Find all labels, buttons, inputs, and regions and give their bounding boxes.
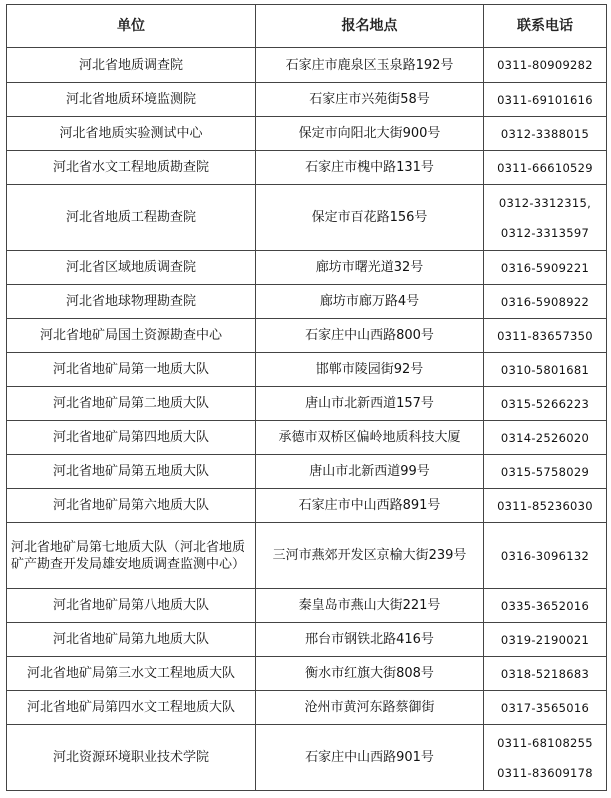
unit-cell: 河北省地矿局第四水文工程地质大队: [7, 691, 256, 725]
address-cell: 三河市燕郊开发区京榆大街239号: [256, 523, 484, 589]
header-row: [7, 5, 607, 48]
table-row: [7, 251, 607, 285]
phone-cell: [484, 285, 607, 319]
phone-number: 0311-80909282: [497, 58, 593, 72]
phone-cell: [484, 251, 607, 285]
phone-cell: [484, 489, 607, 523]
table-row: [7, 48, 607, 83]
unit-cell: 河北省地质工程勘查院: [7, 185, 256, 251]
table-row: [7, 151, 607, 185]
unit-cell: 河北省地球物理勘查院: [7, 285, 256, 319]
address-cell: 廊坊市曙光道32号: [256, 251, 484, 285]
unit-cell: 河北省地矿局第七地质大队（河北省地质矿产勘查开发局雄安地质调查监测中心）: [7, 523, 256, 589]
table-row: [7, 725, 607, 791]
table-row: [7, 523, 607, 589]
phone-number: 0310-5801681: [500, 362, 590, 377]
address-cell: 秦皇岛市燕山大街221号: [256, 589, 484, 623]
unit-cell: 河北省地矿局第三水文工程地质大队: [7, 657, 256, 691]
phone-number: 0311-83609178: [497, 765, 593, 780]
address-cell: 石家庄中山西路901号: [256, 725, 484, 791]
phone-number: 0315-5758029: [500, 464, 590, 479]
phone-cell: [484, 319, 607, 353]
unit-cell: 河北省地矿局国土资源勘查中心: [7, 319, 256, 353]
address-cell: 沧州市黄河东路蔡御街: [256, 691, 484, 725]
unit-cell: 河北省地矿局第五地质大队: [7, 455, 256, 489]
table-row: [7, 387, 607, 421]
table-row: [7, 83, 607, 117]
unit-cell: 河北省地矿局第四地质大队: [7, 421, 256, 455]
table-row: [7, 691, 607, 725]
phone-number: 0312-3312315,: [498, 195, 592, 210]
phone-cell: [484, 421, 607, 455]
phone-cell: [484, 83, 607, 117]
phone-cell: [484, 455, 607, 489]
phone-number: 0316-5908922: [500, 294, 590, 309]
phone-number: 0318-5218683: [500, 666, 590, 681]
table-row: [7, 117, 607, 151]
phone-number: 0319-2190021: [500, 632, 590, 647]
phone-cell: [484, 151, 607, 185]
unit-cell: 河北资源环境职业技术学院: [7, 725, 256, 791]
unit-cell: 河北省地矿局第一地质大队: [7, 353, 256, 387]
address-cell: 廊坊市廊万路4号: [256, 285, 484, 319]
address-cell: 承德市双桥区偏岭地质科技大厦: [256, 421, 484, 455]
address-cell: 衡水市红旗大街808号: [256, 657, 484, 691]
phone-cell: [484, 725, 607, 791]
address-cell: 石家庄市鹿泉区玉泉路192号: [256, 48, 484, 83]
unit-cell: 河北省地矿局第六地质大队: [7, 489, 256, 523]
phone-number: 0316-3096132: [500, 548, 590, 563]
unit-cell: 河北省地质环境监测院: [7, 83, 256, 117]
unit-cell: 河北省水文工程地质勘查院: [7, 151, 256, 185]
table-row: [7, 285, 607, 319]
phone-number: 0315-5266223: [500, 396, 590, 411]
phone-number: 0311-68108255: [497, 735, 593, 750]
table-row: [7, 589, 607, 623]
address-cell: 邢台市钢铁北路416号: [256, 623, 484, 657]
contact-table: [6, 4, 607, 791]
address-cell: 保定市百花路156号: [256, 185, 484, 251]
phone-cell: [484, 623, 607, 657]
table-row: [7, 421, 607, 455]
phone-cell: [484, 48, 607, 83]
phone-cell: [484, 353, 607, 387]
header-address: 报名地点: [256, 5, 484, 48]
unit-cell: 河北省地矿局第二地质大队: [7, 387, 256, 421]
phone-cell: [484, 657, 607, 691]
phone-cell: [484, 589, 607, 623]
phone-cell: [484, 387, 607, 421]
table-row: [7, 489, 607, 523]
phone-number: 0312-3313597: [500, 225, 590, 240]
phone-number: 0312-3388015: [500, 126, 590, 141]
unit-cell: 河北省区域地质调查院: [7, 251, 256, 285]
phone-cell: [484, 523, 607, 589]
phone-cell: [484, 691, 607, 725]
address-cell: 石家庄中山西路800号: [256, 319, 484, 353]
phone-number: 0311-85236030: [497, 498, 593, 513]
address-cell: 石家庄市兴苑街58号: [256, 83, 484, 117]
phone-number: 0311-69101616: [497, 92, 593, 107]
table-row: [7, 353, 607, 387]
table-row: [7, 455, 607, 489]
unit-cell: 河北省地矿局第八地质大队: [7, 589, 256, 623]
phone-number: 0316-5909221: [500, 260, 590, 275]
phone-number: 0317-3565016: [500, 700, 590, 715]
table-row: [7, 185, 607, 251]
address-cell: 石家庄市槐中路131号: [256, 151, 484, 185]
table-row: [7, 623, 607, 657]
phone-number: 0311-83657350: [497, 328, 593, 343]
address-cell: 唐山市北新西道157号: [256, 387, 484, 421]
unit-cell: 河北省地质实验测试中心: [7, 117, 256, 151]
phone-number: 0311-66610529: [497, 160, 593, 175]
table-row: [7, 319, 607, 353]
header-phone: 联系电话: [484, 5, 607, 48]
address-cell: 保定市向阳北大街900号: [256, 117, 484, 151]
unit-cell: 河北省地质调查院: [7, 48, 256, 83]
phone-number: 0314-2526020: [500, 430, 590, 445]
phone-cell: [484, 185, 607, 251]
phone-number: 0335-3652016: [500, 598, 590, 613]
unit-cell: 河北省地矿局第九地质大队: [7, 623, 256, 657]
address-cell: 石家庄市中山西路891号: [256, 489, 484, 523]
phone-cell: [484, 117, 607, 151]
address-cell: 唐山市北新西道99号: [256, 455, 484, 489]
table-row: [7, 657, 607, 691]
header-unit: 单位: [7, 5, 256, 48]
address-cell: 邯郸市陵园街92号: [256, 353, 484, 387]
